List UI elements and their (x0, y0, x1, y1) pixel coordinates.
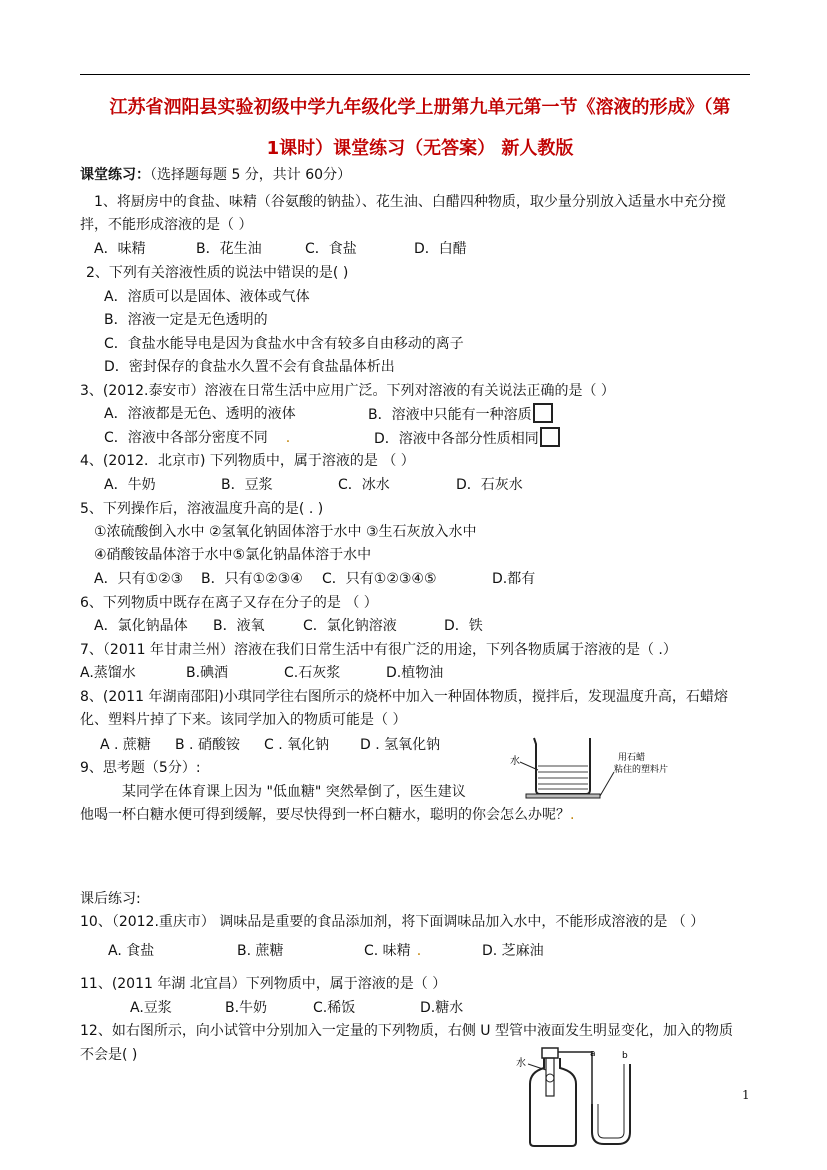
q3-option-c: C．溶液中各部分密度不同 (104, 430, 268, 446)
q6-stem: 6、下列物质中既存在离子又存在分子的是 （ ） (80, 595, 378, 611)
q11-option-c: C.稀饭 (313, 1000, 356, 1016)
q5-option-c: C．只有①②③④⑤ (322, 571, 437, 587)
q5-items-1: ①浓硫酸倒入水中 ②氢氧化钠固体溶于水中 ③生石灰放入水中 (94, 524, 477, 540)
q1-option-d: D．白醋 (414, 241, 467, 257)
q2-option-a: A．溶质可以是固体、液体或气体 (104, 289, 310, 305)
section-class-label: 课堂练习： (80, 167, 150, 183)
q3-option-b-wrap (368, 403, 553, 424)
section-class-header (80, 166, 351, 184)
q9-line-1: 某同学在体育课上因为 "低血糖" 突然晕倒了，医生建议 (122, 784, 466, 800)
q1-line-2: 拌，不能形成溶液的是（ ） (80, 217, 253, 233)
label-a: a (590, 1049, 596, 1059)
q11-option-a: A.豆浆 (130, 1000, 172, 1016)
q2-option-c: C．食盐水能导电是因为食盐水中含有较多自由移动的离子 (104, 336, 464, 352)
q10-option-b: B. 蔗糖 (237, 943, 284, 959)
q1-option-a: A．味精 (94, 241, 146, 257)
section-class-note: （选择题每题 5 分，共计 60分） (150, 167, 352, 183)
q3-option-d: D．溶液中各部分性质相同 (374, 431, 539, 447)
q3-option-c-wrap (104, 429, 290, 447)
q1-line-1: 1、将厨房中的食盐、味精（谷氨酸的钠盐）、花生油、白醋四种物质，取少量分别放入适量水中充分搅 (94, 194, 726, 210)
q11-stem: 11、(2011 年湖 北宜昌）下列物质中，属于溶液的是（ ） (80, 976, 447, 992)
plate-pointer (600, 772, 614, 796)
q3-option-a: A．溶液都是无色、透明的液体 (104, 406, 296, 422)
q4-stem: 4、(2012．北京市) 下列物质中，属于溶液的是 （ ） (80, 453, 415, 469)
q5-items-2: ④硝酸铵晶体溶于水中⑤氯化钠晶体溶于水中 (94, 547, 372, 563)
small-test-tube (546, 1058, 554, 1096)
q8-line-1: 8、(2011 年湖南邵阳)小琪同学往右图所示的烧杯中加入一种固体物质，搅拌后，发现温度升高，石蜡熔 (80, 689, 728, 705)
q10-stem: 10、（2012.重庆市） 调味品是重要的食品添加剂，将下面调味品加入水中，不能形成溶液的是 （ ） (80, 914, 705, 930)
plate-label-2: 粘住的塑料片 (614, 765, 669, 775)
q5-option-d: D.都有 (492, 571, 536, 587)
q12-line-2: 不会是( ) (80, 1047, 138, 1063)
q4-option-a: A．牛奶 (104, 477, 156, 493)
label-b: b (622, 1051, 628, 1061)
q4-option-d: D．石灰水 (456, 477, 523, 493)
title-line-1: 江苏省泗阳县实验初级中学九年级化学上册第九单元第一节《溶液的形成》（第 (109, 97, 731, 118)
q5-option-a: A．只有①②③ (94, 571, 184, 587)
q6-option-d: D．铁 (444, 618, 483, 634)
q7-stem: 7、（2011 年甘肃兰州）溶液在我们日常生活中有很广泛的用途，下列各物质属于溶液的是（ .） (80, 642, 677, 658)
page-number: 1 (742, 1088, 750, 1102)
q3-checkbox-b (533, 403, 553, 423)
q8-option-c: C . 氧化钠 (264, 737, 330, 753)
q6-option-a: A．氯化钠晶体 (94, 618, 188, 634)
q8-option-a: A . 蔗糖 (100, 737, 151, 753)
q7-option-d: D.植物油 (386, 665, 444, 681)
drop-bulb (546, 1074, 554, 1082)
q8-line-2: 化、塑料片掉了下来。该同学加入的物质可能是（ ） (80, 712, 407, 728)
q1-option-b: B．花生油 (196, 241, 262, 257)
u-tube-figure (506, 1044, 656, 1152)
q10-option-c: C. 味精 (364, 943, 411, 959)
q6-option-c: C．氯化钠溶液 (303, 618, 397, 634)
flask-water-label: 水 (516, 1058, 526, 1069)
q5-option-b: B．只有①②③④ (201, 571, 303, 587)
q10-option-a: A. 食盐 (108, 943, 155, 959)
q7-option-a: A.蒸馏水 (80, 665, 136, 681)
q11-option-d: D.糖水 (420, 1000, 464, 1016)
plastic-plate (526, 794, 600, 798)
water-label: 水 (510, 756, 520, 767)
section-after-label: 课后练习: (80, 891, 141, 907)
q4-option-b: B．豆浆 (221, 477, 273, 493)
flask-outline (530, 1058, 576, 1146)
q3-checkbox-d (540, 427, 560, 447)
q6-option-b: B．液氧 (213, 618, 265, 634)
beaker-figure (502, 728, 712, 808)
q10-dot: . (416, 943, 422, 959)
q1-option-c: C．食盐 (305, 241, 357, 257)
q8-option-d: D . 氢氧化钠 (360, 737, 441, 753)
q5-stem: 5、下列操作后，溶液温度升高的是( . ) (80, 501, 324, 517)
q9-stem: 9、思考题（5分）: (80, 760, 201, 776)
q2-option-d: D．密封保存的食盐水久置不会有食盐晶体析出 (104, 359, 395, 375)
plate-label-1: 用石蜡 (618, 753, 646, 763)
q4-option-c: C．冰水 (338, 477, 390, 493)
q2-option-b: B．溶液一定是无色透明的 (104, 312, 268, 328)
u-tube-inner (598, 1064, 624, 1138)
q3-option-d-wrap (374, 427, 560, 448)
q3-option-b: B．溶液中只能有一种溶质 (368, 407, 532, 423)
q2-stem: 2、下列有关溶液性质的说法中错误的是( ) (86, 265, 349, 281)
q10-option-c-wrap (364, 942, 421, 960)
q11-option-b: B.牛奶 (225, 1000, 268, 1016)
title-line-2: 1课时）课堂练习（无答案） 新人教版 (266, 138, 574, 159)
q3-stem: 3、(2012.泰安市）溶液在日常生活中应用广泛。下列对溶液的有关说法正确的是（ ） (80, 383, 615, 399)
q3-dot: . (285, 430, 291, 446)
water-lines (538, 766, 588, 789)
q7-option-c: C.石灰浆 (284, 665, 341, 681)
q8-option-b: B . 硝酸铵 (175, 737, 240, 753)
q9-line-2-wrap (80, 806, 574, 824)
q10-option-d: D. 芝麻油 (482, 943, 544, 959)
header-rule (80, 74, 750, 75)
q9-dot: . (570, 807, 575, 823)
q7-option-b: B.碘酒 (186, 665, 229, 681)
q12-line-1: 12、如右图所示，向小试管中分别加入一定量的下列物质，右侧 U 型管中液面发生明显变化，加入的物质 (80, 1023, 733, 1039)
flask-stopper (542, 1048, 558, 1058)
q9-line-2: 他喝一杯白糖水便可得到缓解，要尽快得到一杯白糖水，聪明的你会怎么办呢？ (80, 807, 570, 823)
